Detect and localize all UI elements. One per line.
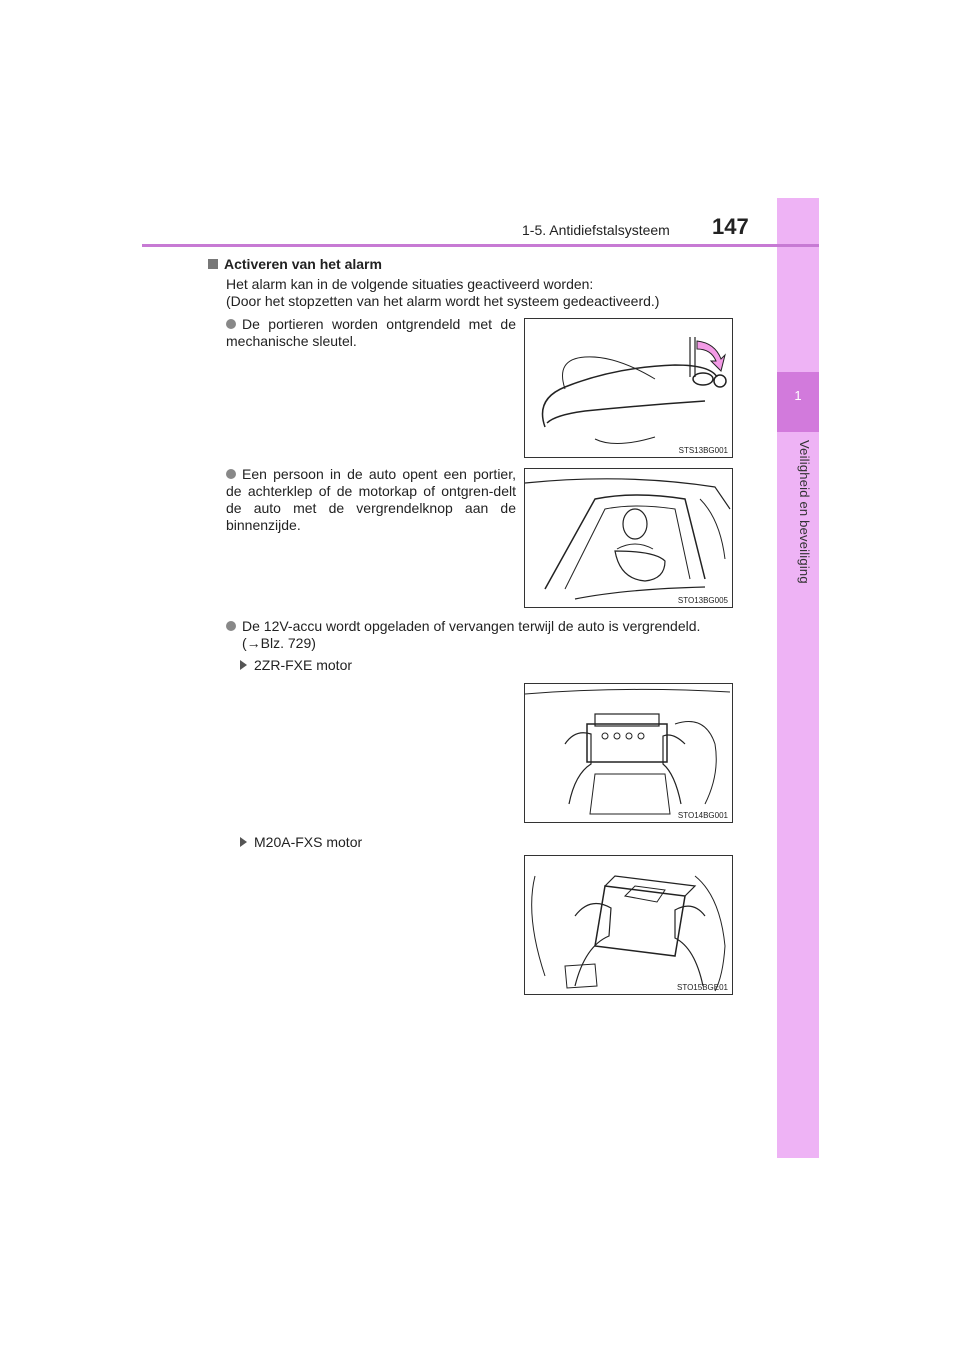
engine-label-1 [240, 657, 352, 674]
bullet-2-text: Een persoon in de auto opent een portier, de achterklep of de motorkap of ontgren-delt de auto met de vergrendelknop aan de binnenzijde. [226, 466, 516, 533]
page-number: 147 [712, 214, 749, 239]
figure-code-1: STS13BG001 [678, 446, 728, 455]
triangle-bullet-icon [240, 837, 247, 847]
heading-text: Activeren van het alarm [224, 256, 382, 272]
bullet-1-text: De portieren worden ontgrendeld met de mechanische sleutel. [226, 316, 516, 349]
door-handle-illustration [525, 319, 732, 457]
chapter-title: Veiligheid en beveiliging [797, 440, 812, 584]
bullet-item-2 [226, 466, 516, 534]
figure-code-3: STO14BG001 [677, 811, 728, 820]
engine-1-text: 2ZR-FXE motor [254, 657, 353, 673]
figure-person-in-car [524, 468, 733, 608]
intro-line-2: (Door het stopzetten van het alarm wordt het systeem gedeactiveerd.) [226, 293, 660, 309]
intro-line-1: Het alarm kan in de volgende situaties geactiveerd worden: [226, 276, 594, 292]
chapter-number: 1 [794, 388, 802, 403]
figure-battery-2zr [524, 683, 733, 823]
page-reference[interactable]: (→Blz. 729) [242, 635, 316, 651]
square-bullet-icon [208, 259, 218, 269]
engine-2-text: M20A-FXS motor [254, 834, 363, 850]
section-heading [208, 256, 382, 273]
bullet-item-3 [226, 618, 700, 635]
engine-label-2 [240, 834, 362, 851]
circle-bullet-icon [226, 319, 236, 329]
bullet-3-text: De 12V-accu wordt opgeladen of vervangen terwijl de auto is vergrendeld. [242, 618, 701, 634]
chapter-sidebar [777, 198, 819, 1158]
battery-illustration-1 [525, 684, 732, 822]
battery-illustration-2 [525, 856, 732, 994]
figure-door-handle-key [524, 318, 733, 458]
triangle-bullet-icon [240, 660, 247, 670]
header-rule [142, 244, 819, 247]
figure-code-2: STO13BG005 [677, 596, 728, 605]
bullet-item-1 [226, 316, 516, 350]
circle-bullet-icon [226, 621, 236, 631]
figure-battery-m20a [524, 855, 733, 995]
section-title: 1-5. Antidiefstalsysteem [522, 222, 670, 238]
car-interior-illustration [525, 469, 732, 607]
circle-bullet-icon [226, 469, 236, 479]
figure-code-4: STO15BGE01 [677, 983, 728, 992]
